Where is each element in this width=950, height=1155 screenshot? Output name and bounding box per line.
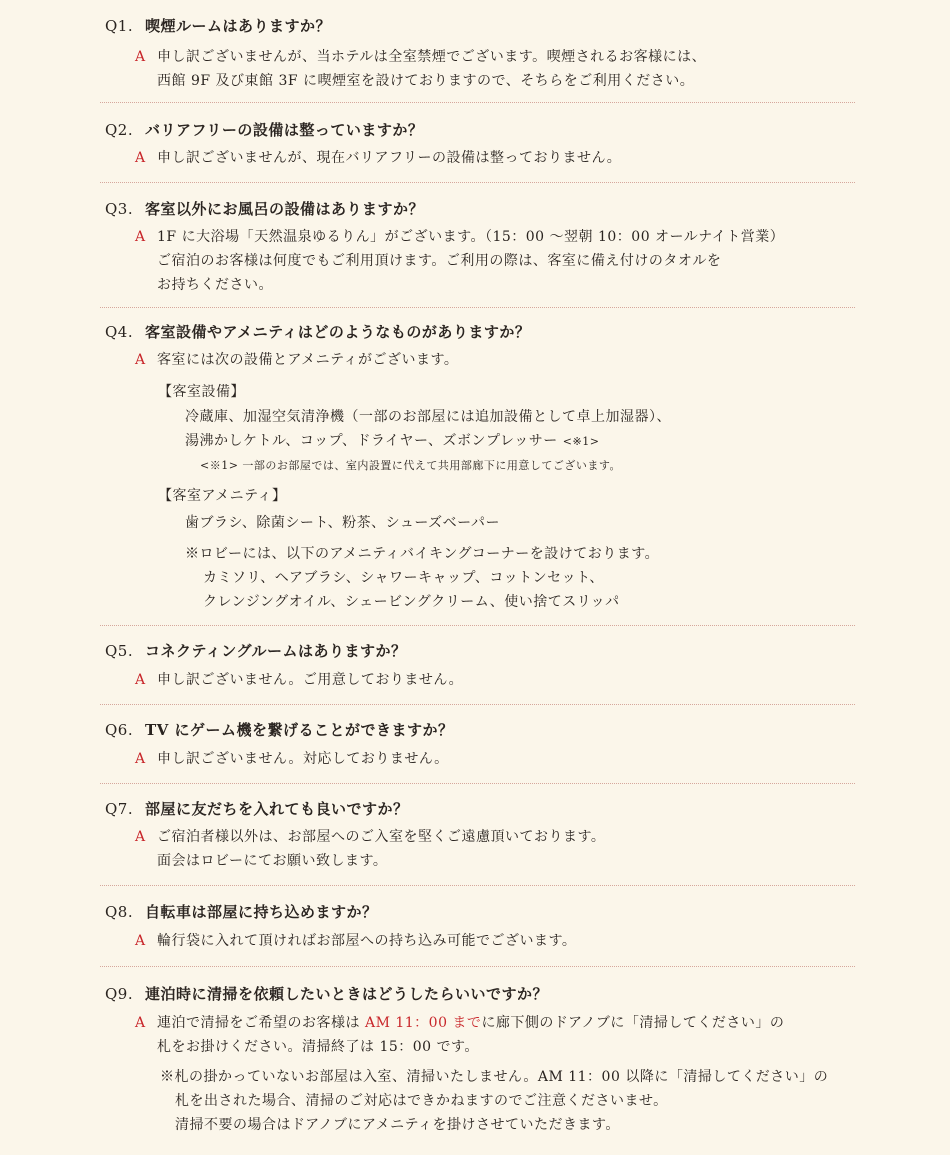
answer: A ご宿泊者様以外は、お部屋へのご入室を堅くご遠慮頂いております。 面会はロビーにてお願い致します。: [135, 825, 605, 873]
question: Q7. 部屋に友だちを入れても良いですか？: [105, 800, 409, 818]
question: Q5. コネクティングルームはありますか？: [105, 642, 407, 660]
answer-mark: A: [135, 49, 146, 65]
answer-mark: A: [135, 751, 146, 767]
amenity-heading: 【客室アメニティ】: [158, 488, 287, 504]
divider: [100, 885, 855, 886]
question: Q3. 客室以外にお風呂の設備はありますか？: [105, 200, 425, 218]
answer-mark: A: [135, 352, 146, 368]
answer-mark: A: [135, 933, 146, 949]
equipment-line-1: 冷蔵庫、加湿空気清浄機（一部のお部屋には追加設備として卓上加湿器）、: [185, 409, 671, 425]
answer: A 連泊で清掃をご希望のお客様は AM 11：00 までに廊下側のドアノブに「清掃してください」の 札をお掛けください。清掃終了は 15：00 です。: [135, 1011, 784, 1059]
equipment-heading: 【客室設備】: [158, 384, 245, 400]
divider: [100, 102, 855, 103]
answer: A 客室には次の設備とアメニティがございます。: [135, 348, 458, 372]
divider: [100, 625, 855, 626]
question: Q4. 客室設備やアメニティはどのようなものがありますか？: [105, 323, 531, 341]
question: Q8. 自転車は部屋に持ち込めますか？: [105, 903, 378, 921]
lobby-line-2: クレンジングオイル、シェービングクリーム、使い捨てスリッパ: [203, 594, 620, 610]
question: Q2. バリアフリーの設備は整っていますか？: [105, 121, 424, 139]
answer: A 申し訳ございませんが、現在バリアフリーの設備は整っておりません。: [135, 146, 621, 170]
answer-mark: A: [135, 1015, 146, 1031]
answer-mark: A: [135, 829, 146, 845]
lobby-note: ※ロビーには、以下のアメニティバイキングコーナーを設けております。: [185, 546, 660, 562]
cleaning-note-1: ※札の掛かっていないお部屋は入室、清掃いたしません。AM 11：00 以降に「清掃してください」の: [160, 1069, 829, 1085]
answer-mark: A: [135, 229, 146, 245]
answer-mark: A: [135, 672, 146, 688]
cleaning-note-2: 札を出された場合、清掃のご対応はできかねますのでご注意くださいませ。: [175, 1093, 668, 1109]
divider: [100, 966, 855, 967]
answer-mark: A: [135, 150, 146, 166]
answer: A 申し訳ございませんが、当ホテルは全室禁煙でございます。喫煙されるお客様には、 西館 9F 及び東館 3F に喫煙室を設けておりますので、そちらをご利用ください。: [135, 45, 706, 93]
equipment-note: <※1> 一部のお部屋では、室内設置に代えて共用部廊下に用意してございます。: [200, 459, 622, 472]
divider: [100, 704, 855, 705]
divider: [100, 783, 855, 784]
answer: A 1F に大浴場「天然温泉ゆるりん」がございます。（15：00 ～翌朝 10：00 オールナイト営業） ご宿泊のお客様は何度でもご利用頂けます。ご利用の際は、客室に備え付けのタオルを お持ちください。: [135, 225, 784, 297]
divider: [100, 182, 855, 183]
answer: A 輪行袋に入れて頂ければお部屋への持ち込み可能でございます。: [135, 929, 576, 953]
question: Q9. 連泊時に清掃を依頼したいときはどうしたらいいですか？: [105, 985, 549, 1003]
answer: A 申し訳ございません。対応しておりません。: [135, 747, 449, 771]
deadline-highlight: AM 11：00 まで: [364, 1015, 482, 1031]
question: Q1. 喫煙ルームはありますか？: [105, 17, 332, 35]
cleaning-note-3: 清掃不要の場合はドアノブにアメニティを掛けさせていただきます。: [175, 1117, 620, 1133]
answer: A 申し訳ございません。ご用意しておりません。: [135, 668, 463, 692]
amenity-line: 歯ブラシ、除菌シート、粉茶、シューズベーパー: [185, 515, 500, 531]
lobby-line-1: カミソリ、ヘアブラシ、シャワーキャップ、コットンセット、: [203, 570, 604, 586]
divider: [100, 307, 855, 308]
question: Q6. TV にゲーム機を繋げることができますか？: [105, 721, 454, 739]
equipment-line-2: 湯沸かしケトル、コップ、ドライヤー、ズボンプレッサー <※1>: [185, 433, 600, 449]
